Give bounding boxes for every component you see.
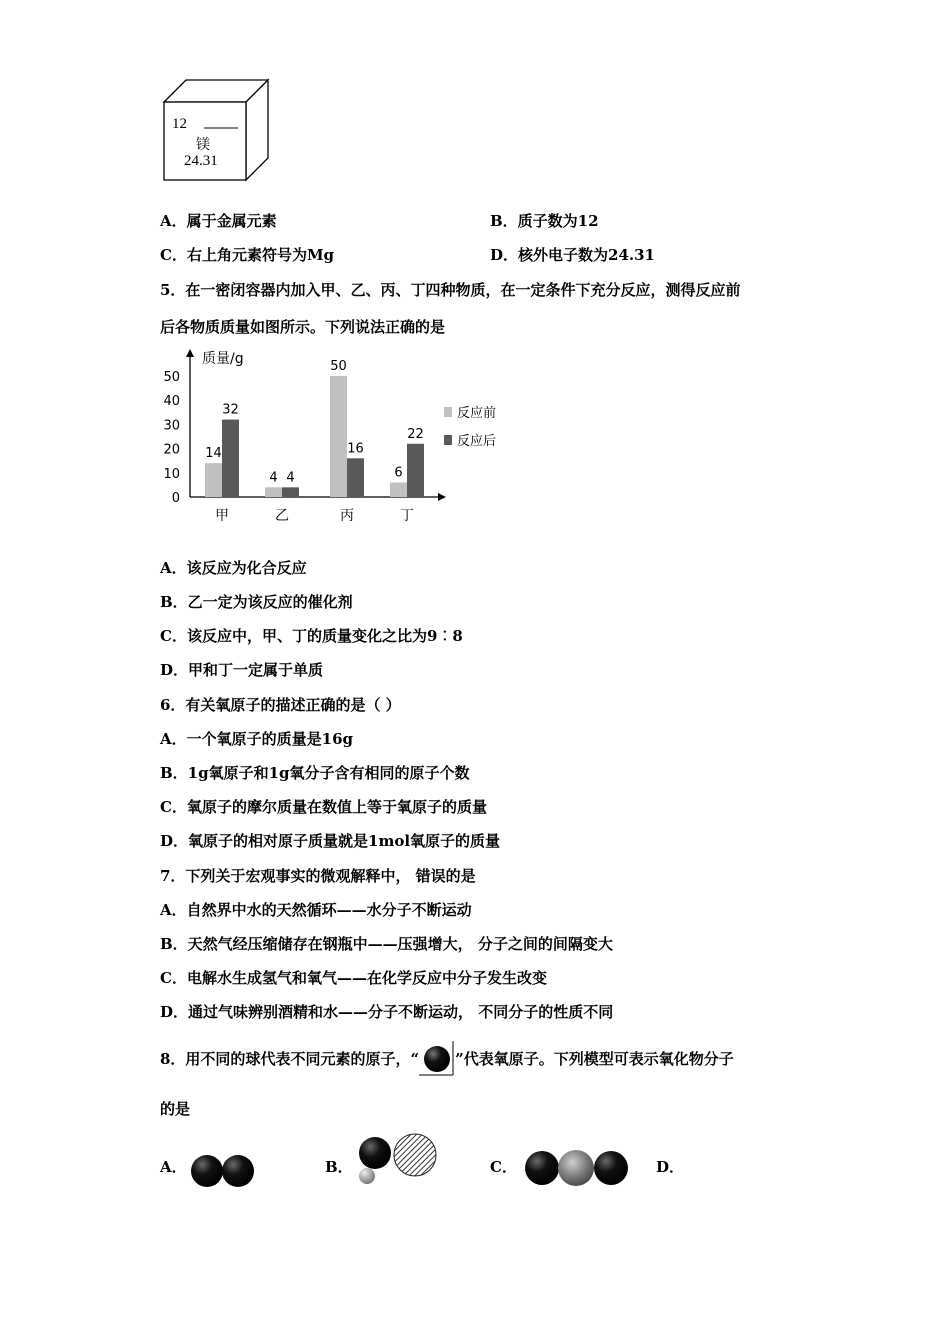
- q4-option-b: B．质子数为12: [490, 212, 599, 230]
- bar-value-label: 32: [222, 402, 239, 418]
- legend-label: 反应前: [457, 406, 497, 421]
- bar-before: [265, 487, 282, 497]
- q4-option-d: D．核外电子数为24.31: [490, 246, 655, 264]
- legend-label: 反应后: [457, 434, 497, 449]
- bar-value-label: 6: [394, 465, 403, 481]
- q8-option-d-label: D．: [656, 1158, 685, 1176]
- bar-after: [222, 420, 239, 497]
- bar-value-label: 4: [286, 470, 295, 486]
- q8-stem-before: 8．用不同的球代表不同元素的原子，“: [160, 1050, 420, 1068]
- bar-before: [205, 463, 222, 497]
- q7-option-d: D．通过气味辨别酒精和水——分子不断运动， 不同分子的性质不同: [160, 1003, 614, 1021]
- x-category-label: 丙: [340, 508, 354, 524]
- q8-model-c-three-atom-icon: [522, 1149, 632, 1187]
- q8-option-c-label: C．: [490, 1158, 517, 1176]
- q8-stem-line2: 的是: [160, 1100, 191, 1118]
- bar-before: [390, 482, 407, 497]
- q6-option-b: B．1g氧原子和1g氧分子含有相同的原子个数: [160, 764, 470, 782]
- bar-value-label: 16: [347, 441, 364, 457]
- y-axis-label: 质量/g: [202, 351, 244, 367]
- q8-model-a-two-black-atoms-icon: [188, 1152, 260, 1190]
- bar-after: [407, 444, 424, 497]
- q5-option-b: B．乙一定为该反应的催化剂: [160, 593, 353, 611]
- q6-option-d: D．氧原子的相对原子质量就是1mol氧原子的质量: [160, 832, 501, 850]
- q7-option-c: C．电解水生成氢气和氧气——在化学反应中分子发生改变: [160, 969, 547, 987]
- y-tick-label: 50: [163, 370, 180, 385]
- q8-option-b-label: B．: [325, 1158, 353, 1176]
- mass-bar-chart: [150, 345, 530, 530]
- y-tick-label: 20: [163, 442, 180, 458]
- y-tick-label: 10: [163, 466, 180, 482]
- bar-value-label: 4: [269, 470, 278, 486]
- q7-option-b: B．天然气经压缩储存在钢瓶中——压强增大， 分子之间的间隔变大: [160, 935, 613, 953]
- x-category-label: 乙: [275, 508, 289, 524]
- y-tick-label: 0: [171, 491, 180, 506]
- x-category-label: 甲: [215, 508, 229, 524]
- bar-value-label: 50: [330, 359, 347, 374]
- y-axis-arrow: [186, 349, 194, 357]
- legend-swatch: [444, 435, 452, 445]
- oxygen-atom-icon: [419, 1041, 455, 1077]
- element-cell-figure: [160, 76, 272, 184]
- bar-value-label: 14: [205, 446, 222, 462]
- element-name: 镁: [196, 138, 210, 153]
- atomic-number: 12: [172, 116, 187, 132]
- q4-option-a: A．属于金属元素: [160, 212, 277, 230]
- x-axis-arrow: [438, 493, 446, 501]
- q5-option-d: D．甲和丁一定属于单质: [160, 661, 324, 679]
- y-tick-label: 30: [163, 418, 180, 434]
- q8-option-a-label: A．: [160, 1158, 187, 1176]
- bar-value-label: 22: [407, 426, 424, 442]
- q4-option-c: C．右上角元素符号为Mg: [160, 246, 335, 264]
- q5-stem-line2: 后各物质质量如图所示。下列说法正确的是: [160, 318, 446, 336]
- q5-option-a: A．该反应为化合反应: [160, 559, 307, 577]
- bar-after: [282, 487, 299, 497]
- q8-stem-line1: [160, 1049, 734, 1069]
- q6-option-c: C．氧原子的摩尔质量在数值上等于氧原子的质量: [160, 798, 487, 816]
- q5-stem-line1: 5．在一密闭容器内加入甲、乙、丙、丁四种物质，在一定条件下充分反应，测得反应前: [160, 281, 741, 299]
- bar-after: [347, 458, 364, 497]
- legend-swatch: [444, 407, 452, 417]
- q5-option-c: C．该反应中，甲、丁的质量变化之比为9︰8: [160, 627, 463, 645]
- q6-option-a: A．一个氧原子的质量是16g: [160, 730, 354, 748]
- q7-option-a: A．自然界中水的天然循环——水分子不断运动: [160, 901, 472, 919]
- x-category-label: 丁: [400, 508, 414, 524]
- y-tick-label: 40: [163, 394, 180, 410]
- q7-stem: 7．下列关于宏观事实的微观解释中， 错误的是: [160, 867, 476, 885]
- bar-before: [330, 376, 347, 497]
- atomic-mass: 24.31: [184, 153, 218, 169]
- q6-stem: 6．有关氧原子的描述正确的是（ ）: [160, 696, 401, 714]
- q8-stem-after: ”代表氧原子。下列模型可表示氧化物分子: [455, 1050, 734, 1068]
- q8-model-b-three-atom-icon: [355, 1133, 441, 1189]
